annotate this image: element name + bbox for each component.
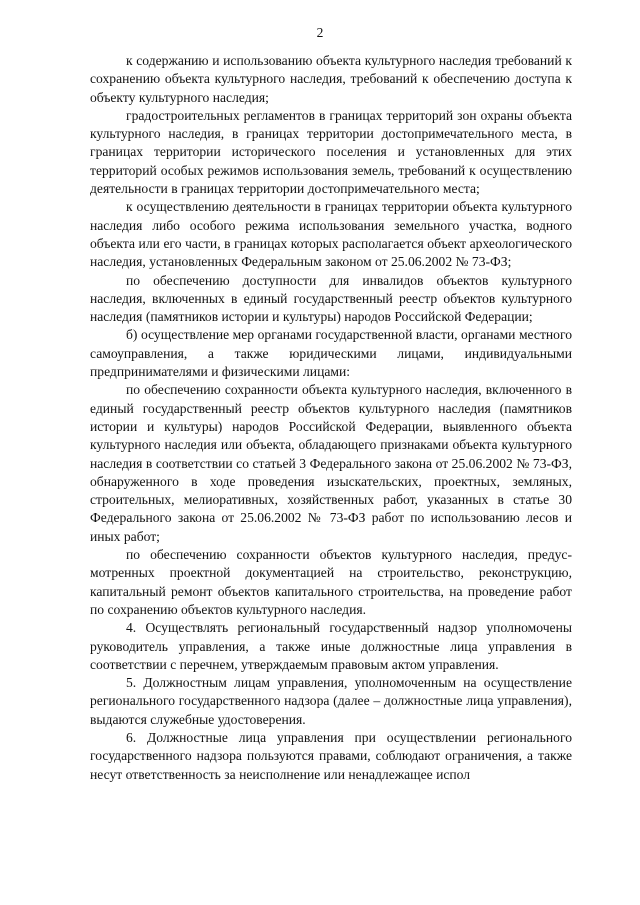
paragraph-item-6: 6. Должностные лица управления при осуществлении регионального государственного надзора пользуются правами, соблюдают ограничения, а также несут ответственность за неисполнение или ненадлежащее испол xyxy=(90,729,572,782)
paragraph-requirements-content: к содержанию и использованию объекта культурного наследия требований к сохранению объекта культурного наследия, требований к обеспечению доступа к объекту культурного наследия; xyxy=(90,53,572,105)
paragraph-item-5: 5. Должностным лицам управления, уполномоченным на осуществление регионального государственного надзора (далее – должностные лица управления), выдаются служебные удостоверения. xyxy=(90,675,572,727)
paragraph-measures-b: б) осуществление мер органами государственной власти, органами местного самоуправления, а также юридическими лицами, индивидуальными предпринимателями и физическими лицами: xyxy=(90,327,572,380)
paragraph-safety-registered-object: по обеспечению сохранности объекта культурного наследия, включенного в единый государственный реестр объектов культурного наследия (памятников истории и культуры) народов Российской Федерации, выявленного объекта культурного наследия или объекта, обладающего признаками объекта культурного наследия в соответствии со статьей 3 Федерального закона от 25.06.2002 № 73-ФЗ, обнаруженного в ходе проведения изыскательских, проектных, земляных, строительных, мелиоративных, хозяйственных работ, указанных в статье 30 Федерального закона от 25.06.2002 № 73-ФЗ работ по использованию лесов и иных работ; xyxy=(90,382,572,544)
paragraph-urban-regulations: градостроительных регламентов в границах территорий зон охраны объекта культурного наследия, в границах территории достопримечательного места, в границах территории исторического поселения и установленных для этих территорий особых режимов использования земель, требований к осуществлению деятельности в границах территории достопримечательного места; xyxy=(90,107,572,197)
page-number: 2 xyxy=(316,25,324,40)
paragraph-activity-territory: к осуществлению деятельности в границах территории объекта культурного наследия либо особого режима использования земельного участка, водного объекта или его части, в границах которых располагается объект археологического наследия, установленных Федеральным законом от 25.06.2002 № 73-ФЗ; xyxy=(90,199,572,270)
paragraph-safety-project-docs: по обеспечению сохранности объектов культурного наследия, предусмотренных проектной документацией на строительство, реконструкцию, капитальный ремонт объектов капитального строительства, на проведение работ по сохранению объектов культурного наследия. xyxy=(90,547,572,617)
document-body xyxy=(90,52,572,784)
paragraph-item-4: 4. Осуществлять региональный государственный надзор уполномочены руководитель управления, а также иные должностные лица управления в соответствии с перечнем, утверждаемым правовым актом управления. xyxy=(90,620,572,672)
paragraph-accessibility-disabled: по обеспечению доступности для инвалидов объектов культурного наследия, включенных в единый государственный реестр объектов культурного наследия (памятников истории и культуры) народов Российской Федерации; xyxy=(90,272,572,325)
